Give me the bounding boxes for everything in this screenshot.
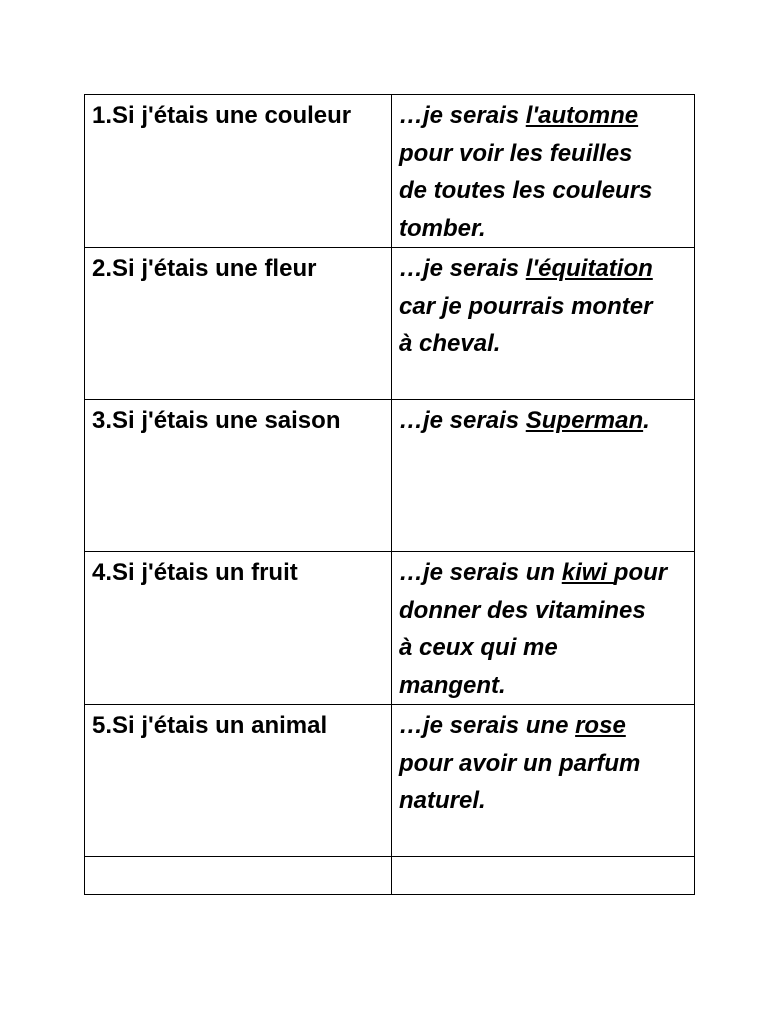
answer-keyword: l'équitation (525, 255, 653, 282)
answer-prefix: …je serais (399, 407, 526, 434)
table-row (85, 552, 695, 705)
answer-line: mangent. (399, 671, 506, 699)
answer-line: naturel. (399, 787, 486, 814)
answer-first-line (399, 402, 694, 440)
prompt-cell (85, 705, 392, 857)
table-row (85, 400, 695, 552)
answer-cell (392, 705, 695, 857)
answer-first-line (399, 554, 694, 592)
answer-prefix: …je serais une (399, 712, 576, 739)
prompt-text: 3.Si j'étais une saison (92, 407, 341, 434)
answer-suffix: . (643, 407, 650, 434)
answer-first-line (399, 97, 694, 135)
answer-keyword: Superman (525, 407, 644, 434)
answer-line: pour avoir un parfum (399, 749, 641, 777)
answer-prefix: …je serais (399, 255, 526, 282)
answer-line: à cheval. (399, 330, 501, 357)
prompt-cell (85, 552, 392, 705)
answer-line: à ceux qui me (399, 634, 558, 661)
answer-cell (392, 552, 695, 705)
answer-keyword: rose (575, 712, 626, 739)
answer-line: donner des vitamines (399, 596, 646, 624)
answer-prefix: …je serais (399, 102, 526, 129)
answer-line: tomber. (399, 214, 486, 242)
table-row (85, 248, 695, 400)
prompt-text: 2.Si j'étais une fleur (92, 255, 317, 282)
answer-prefix: …je serais un (399, 559, 562, 586)
answer-first-line (399, 250, 694, 288)
prompt-text: 1.Si j'étais une couleur (92, 102, 352, 129)
answer-line: pour voir les feuilles (399, 139, 633, 167)
portrait-table (84, 94, 695, 895)
empty-cell (85, 857, 392, 895)
prompt-cell (85, 95, 392, 248)
answer-keyword: l'automne (525, 102, 639, 129)
answer-cell (392, 95, 695, 248)
prompt-cell (85, 400, 392, 552)
prompt-cell (85, 248, 392, 400)
prompt-text: 4.Si j'étais un fruit (92, 559, 298, 586)
prompt-text: 5.Si j'étais un animal (92, 712, 328, 739)
empty-table-row (85, 857, 695, 895)
answer-line: car je pourrais monter (399, 292, 653, 320)
answer-line: de toutes les couleurs (399, 177, 653, 204)
answer-first-line (399, 707, 694, 745)
answer-suffix: pour (613, 559, 668, 586)
answer-keyword: kiwi (561, 559, 614, 586)
table-row (85, 705, 695, 857)
empty-cell (392, 857, 695, 895)
answer-cell (392, 248, 695, 400)
table-row (85, 95, 695, 248)
answer-cell (392, 400, 695, 552)
